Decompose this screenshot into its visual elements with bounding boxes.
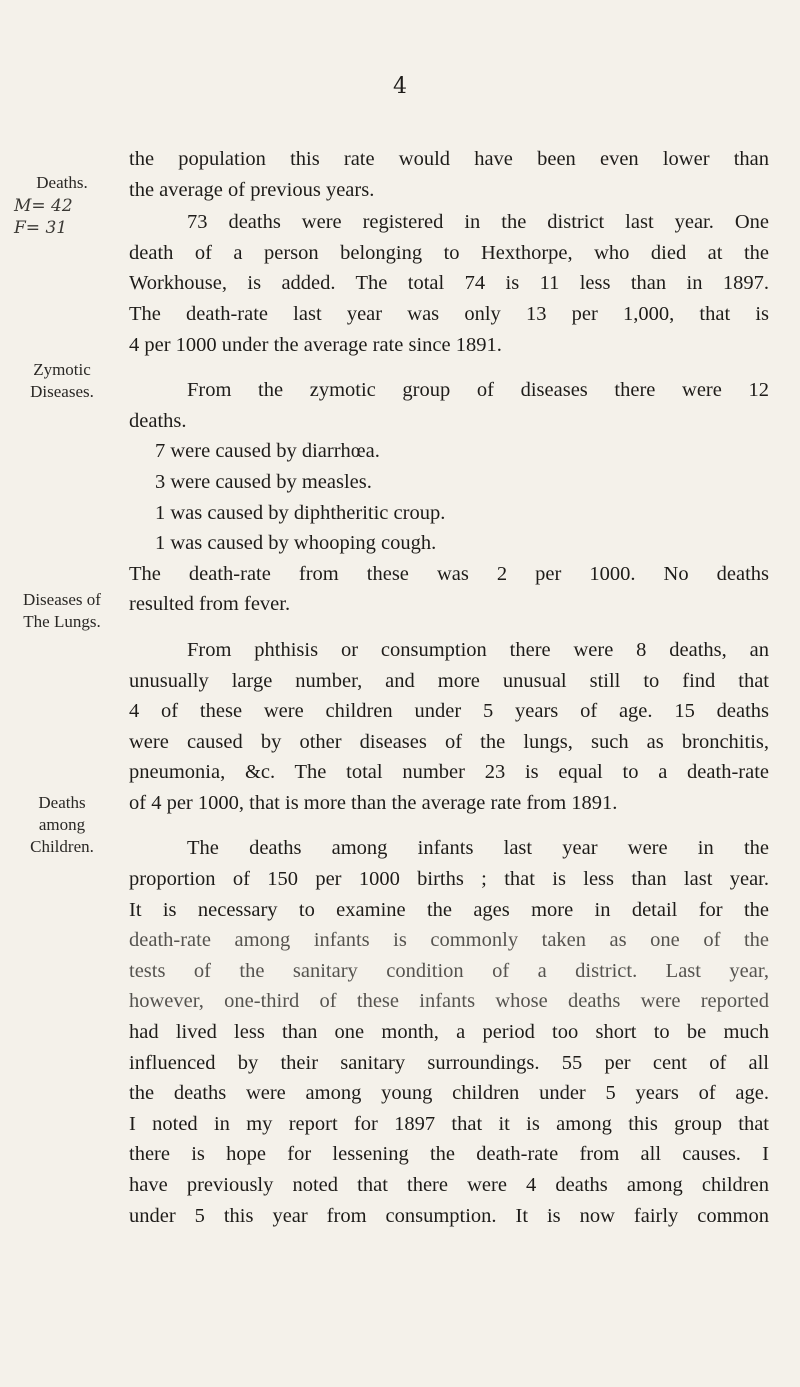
margin-note-line: The Lungs. (23, 612, 101, 631)
text-line: there is hope for lessening the death-rate from all causes. I (129, 1143, 769, 1166)
text-line: The deaths among infants last year were in the (187, 837, 769, 860)
text-line: the deaths were among young children under 5 years of age. (129, 1082, 769, 1105)
handwritten-line: F= 31 (14, 218, 68, 238)
text-line: 73 deaths were registered in the district last year. One (187, 211, 769, 234)
list-item: 1 was caused by diphtheritic croup. (155, 501, 446, 524)
text-line: deaths. (129, 409, 187, 432)
margin-note-deaths (0, 172, 124, 194)
handwritten-annotation (14, 195, 73, 239)
margin-note-lungs (0, 589, 124, 633)
text-line: It is necessary to examine the ages more in detail for the (129, 898, 769, 921)
list-item: 1 was caused by whooping cough. (155, 532, 437, 555)
text-line: resulted from fever. (129, 593, 291, 616)
margin-note-line: Children. (30, 837, 94, 856)
text-line: were caused by other diseases of the lungs, such as bronchitis, (129, 730, 769, 753)
list-item: 3 were caused by measles. (155, 470, 372, 493)
text-line: I noted in my report for 1897 that it is among this group that (129, 1112, 769, 1135)
handwritten-line: M= 42 (14, 196, 73, 216)
text-line: under 5 this year from consumption. It is now fairly common (129, 1204, 769, 1227)
paragraph-intro (129, 144, 769, 205)
text-line: of 4 per 1000, that is more than the average rate from 1891. (129, 791, 618, 814)
text-line: The death-rate last year was only 13 per 1,000, that is (129, 302, 769, 325)
margin-note-line: Deaths. (36, 173, 88, 192)
text-line: tests of the sanitary condition of a district. Last year, (129, 959, 769, 982)
page-number: 4 (393, 74, 407, 99)
body-text (129, 144, 769, 1231)
text-line: death of a person belonging to Hexthorpe, who died at the (129, 241, 769, 264)
text-line: 4 of these were children under 5 years of age. 15 deaths (129, 700, 769, 723)
margin-note-line: Diseases of (23, 590, 101, 609)
margin-note-zymotic (0, 359, 124, 403)
margin-note-line: among (38, 815, 86, 834)
text-line: have previously noted that there were 4 deaths among children (129, 1174, 769, 1196)
text-line: influenced by their sanitary surroundings. 55 per cent of all (129, 1051, 769, 1074)
text-line: pneumonia, &c. The total number 23 is equal to a death-rate (129, 761, 769, 784)
paragraph-zymotic (129, 375, 769, 620)
text-line: death-rate among infants is commonly taken as one of the (129, 929, 769, 952)
text-line: From phthisis or consumption there were 8 deaths, an (187, 638, 769, 661)
text-line: however, one-third of these infants whose deaths were reported (129, 990, 769, 1013)
paragraph-deaths (129, 207, 769, 360)
text-line: the population this rate would have been even lower than (129, 148, 769, 170)
text-line: had lived less than one month, a period too short to be much (129, 1021, 769, 1044)
text-line: Workhouse, is added. The total 74 is 11 less than in 1897. (129, 272, 769, 295)
list-item: 7 were caused by diarrhœa. (155, 440, 380, 463)
paragraph-lungs (129, 635, 769, 819)
text-line: The death-rate from these was 2 per 1000. No deaths (129, 562, 769, 585)
text-line: unusually large number, and more unusual still to find that (129, 669, 769, 692)
text-line: proportion of 150 per 1000 births ; that is less than last year. (129, 868, 769, 891)
margin-note-children (0, 792, 124, 858)
margin-note-line: Zymotic (33, 360, 91, 379)
paragraph-children (129, 833, 769, 1231)
margin-note-line: Diseases. (30, 382, 94, 401)
text-line: the average of previous years. (129, 178, 375, 201)
margin-note-line: Deaths (38, 793, 86, 812)
text-line: From the zymotic group of diseases there were 12 (187, 379, 769, 402)
text-line: 4 per 1000 under the average rate since 1891. (129, 333, 502, 356)
